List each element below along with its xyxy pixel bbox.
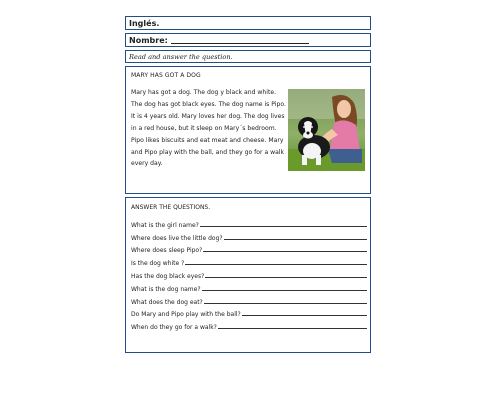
- answer-line[interactable]: [200, 226, 367, 227]
- questions-title: ANSWER THE QUESTIONS.: [131, 204, 211, 211]
- question-text: Where does live the little dog?: [131, 234, 223, 242]
- answer-line[interactable]: [203, 251, 367, 252]
- name-label: Nombre:: [129, 36, 168, 45]
- worksheet: [125, 16, 373, 354]
- name-write-line[interactable]: [171, 34, 309, 44]
- question-row: [131, 293, 367, 306]
- questions-list: [131, 216, 367, 331]
- subject-label: Inglés.: [129, 19, 160, 28]
- questions-panel: [125, 197, 371, 353]
- question-row: [131, 229, 367, 242]
- question-text: Do Mary and Pipo play with the ball?: [131, 311, 241, 319]
- answer-line[interactable]: [185, 264, 367, 265]
- answer-line[interactable]: [224, 239, 367, 240]
- question-row: [131, 216, 367, 229]
- instruction-bar: [125, 50, 371, 63]
- answer-line[interactable]: [202, 290, 367, 291]
- question-text: Where does sleep Pipo?: [131, 247, 203, 255]
- story-paragraph: Mary has got a dog. The dog y black and white. The dog has got black eyes. The dog name is Pipo. It is 4 years old. Mary loves her dog. The dog lives in a red house, but it sleep on Mary´s bedroom. Pipo likes biscuits and eat meat and cheese. Mary and Pipo play with the ball, and they go for a walk every day.: [131, 89, 286, 168]
- answer-line[interactable]: [242, 315, 367, 316]
- question-text: What is the girl name?: [131, 221, 199, 229]
- answer-line[interactable]: [205, 277, 367, 278]
- question-text: What is the dog name?: [131, 285, 201, 293]
- question-text: Is the dog white ?: [131, 260, 185, 268]
- question-row: [131, 242, 367, 255]
- answer-line[interactable]: [204, 303, 367, 304]
- subject-bar: [125, 16, 371, 30]
- question-row: [131, 318, 367, 331]
- question-text: What does the dog eat?: [131, 298, 203, 306]
- question-text: When do they go for a walk?: [131, 324, 217, 332]
- question-text: Has the dog black eyes?: [131, 272, 205, 280]
- story-panel: [125, 66, 371, 194]
- girl-with-dog-photo: [288, 89, 365, 171]
- name-bar: [125, 33, 371, 47]
- story-title: MARY HAS GOT A DOG: [131, 72, 201, 79]
- question-row: [131, 254, 367, 267]
- instruction-text: Read and answer the question.: [129, 53, 233, 61]
- question-row: [131, 280, 367, 293]
- answer-line[interactable]: [218, 328, 367, 329]
- question-row: [131, 267, 367, 280]
- question-row: [131, 306, 367, 319]
